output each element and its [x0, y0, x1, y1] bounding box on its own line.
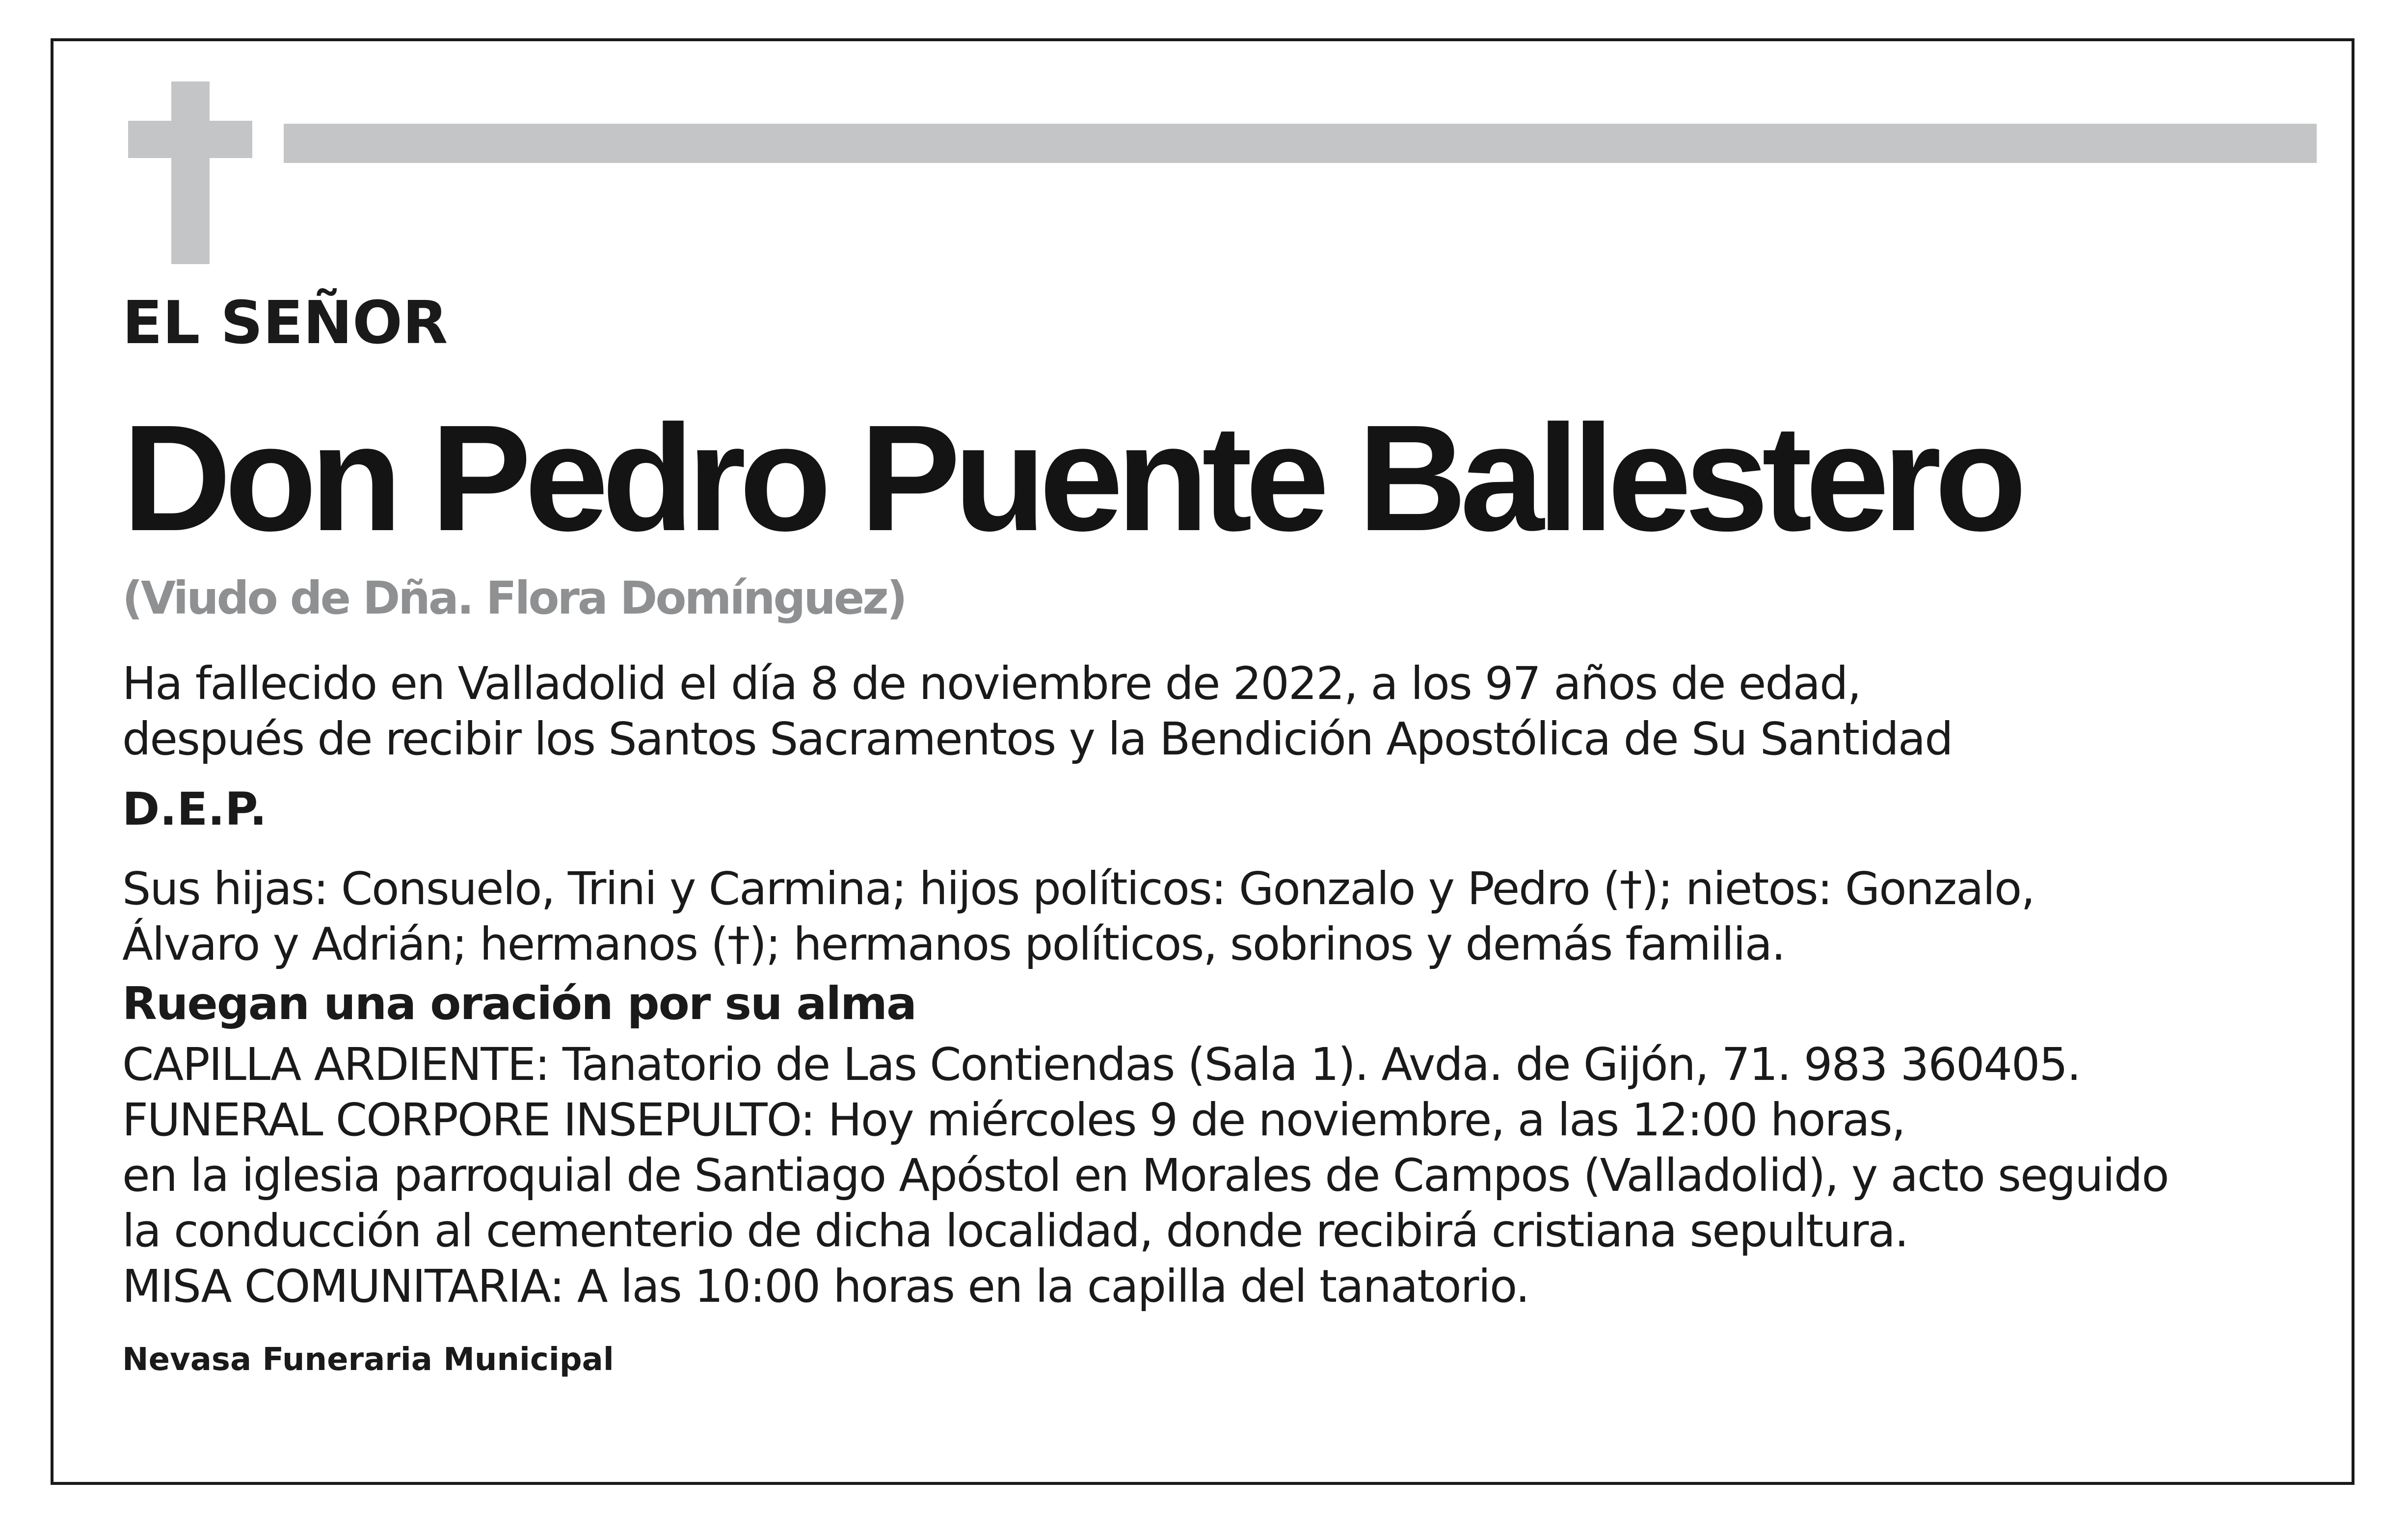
cross-vertical-bar [171, 81, 210, 264]
service-line-5: MISA COMUNITARIA: A las 10:00 horas en la capilla del tanatorio. [122, 1260, 1529, 1313]
family-line-2: Álvaro y Adrián; hermanos (†); hermanos políticos, sobrinos y demás familia. [122, 918, 1785, 970]
cross-horizontal-bar [128, 121, 252, 158]
service-line-4: la conducción al cementerio de dicha localidad, donde recibirá cristiana sepultura. [122, 1205, 1908, 1257]
cross-icon [128, 81, 252, 264]
family-line-1: Sus hijas: Consuelo, Trini y Carmina; hijos políticos: Gonzalo y Pedro (†); nietos: Gonzalo, [122, 862, 2034, 915]
service-line-2: FUNERAL CORPORE INSEPULTO: Hoy miércoles 9 de noviembre, a las 12:00 horas, [122, 1094, 1905, 1146]
widow-of-line: (Viudo de Dña. Flora Domínguez) [122, 572, 906, 624]
death-line-1: Ha fallecido en Valladolid el día 8 de noviembre de 2022, a los 97 años de edad, [122, 657, 1861, 710]
deceased-name: Don Pedro Puente Ballestero [122, 394, 2020, 563]
prayer-request: Ruegan una oración por su alma [122, 977, 916, 1030]
obituary-content [122, 287, 2331, 1382]
service-line-3: en la iglesia parroquial de Santiago Apóstol en Morales de Campos (Valladolid), y acto seguido [122, 1149, 2168, 1202]
rip-label: D.E.P. [122, 783, 267, 835]
honorific-label: EL SEÑOR [122, 289, 448, 357]
death-line-2: después de recibir los Santos Sacramentos y la Bendición Apostólica de Su Santidad [122, 713, 1953, 765]
obituary-frame [51, 38, 2354, 1485]
funeral-home-credit: Nevasa Funeraria Municipal [122, 1342, 614, 1378]
header-rule [284, 124, 2317, 163]
service-line-1: CAPILLA ARDIENTE: Tanatorio de Las Contiendas (Sala 1). Avda. de Gijón, 71. 983 360405. [122, 1038, 2081, 1091]
